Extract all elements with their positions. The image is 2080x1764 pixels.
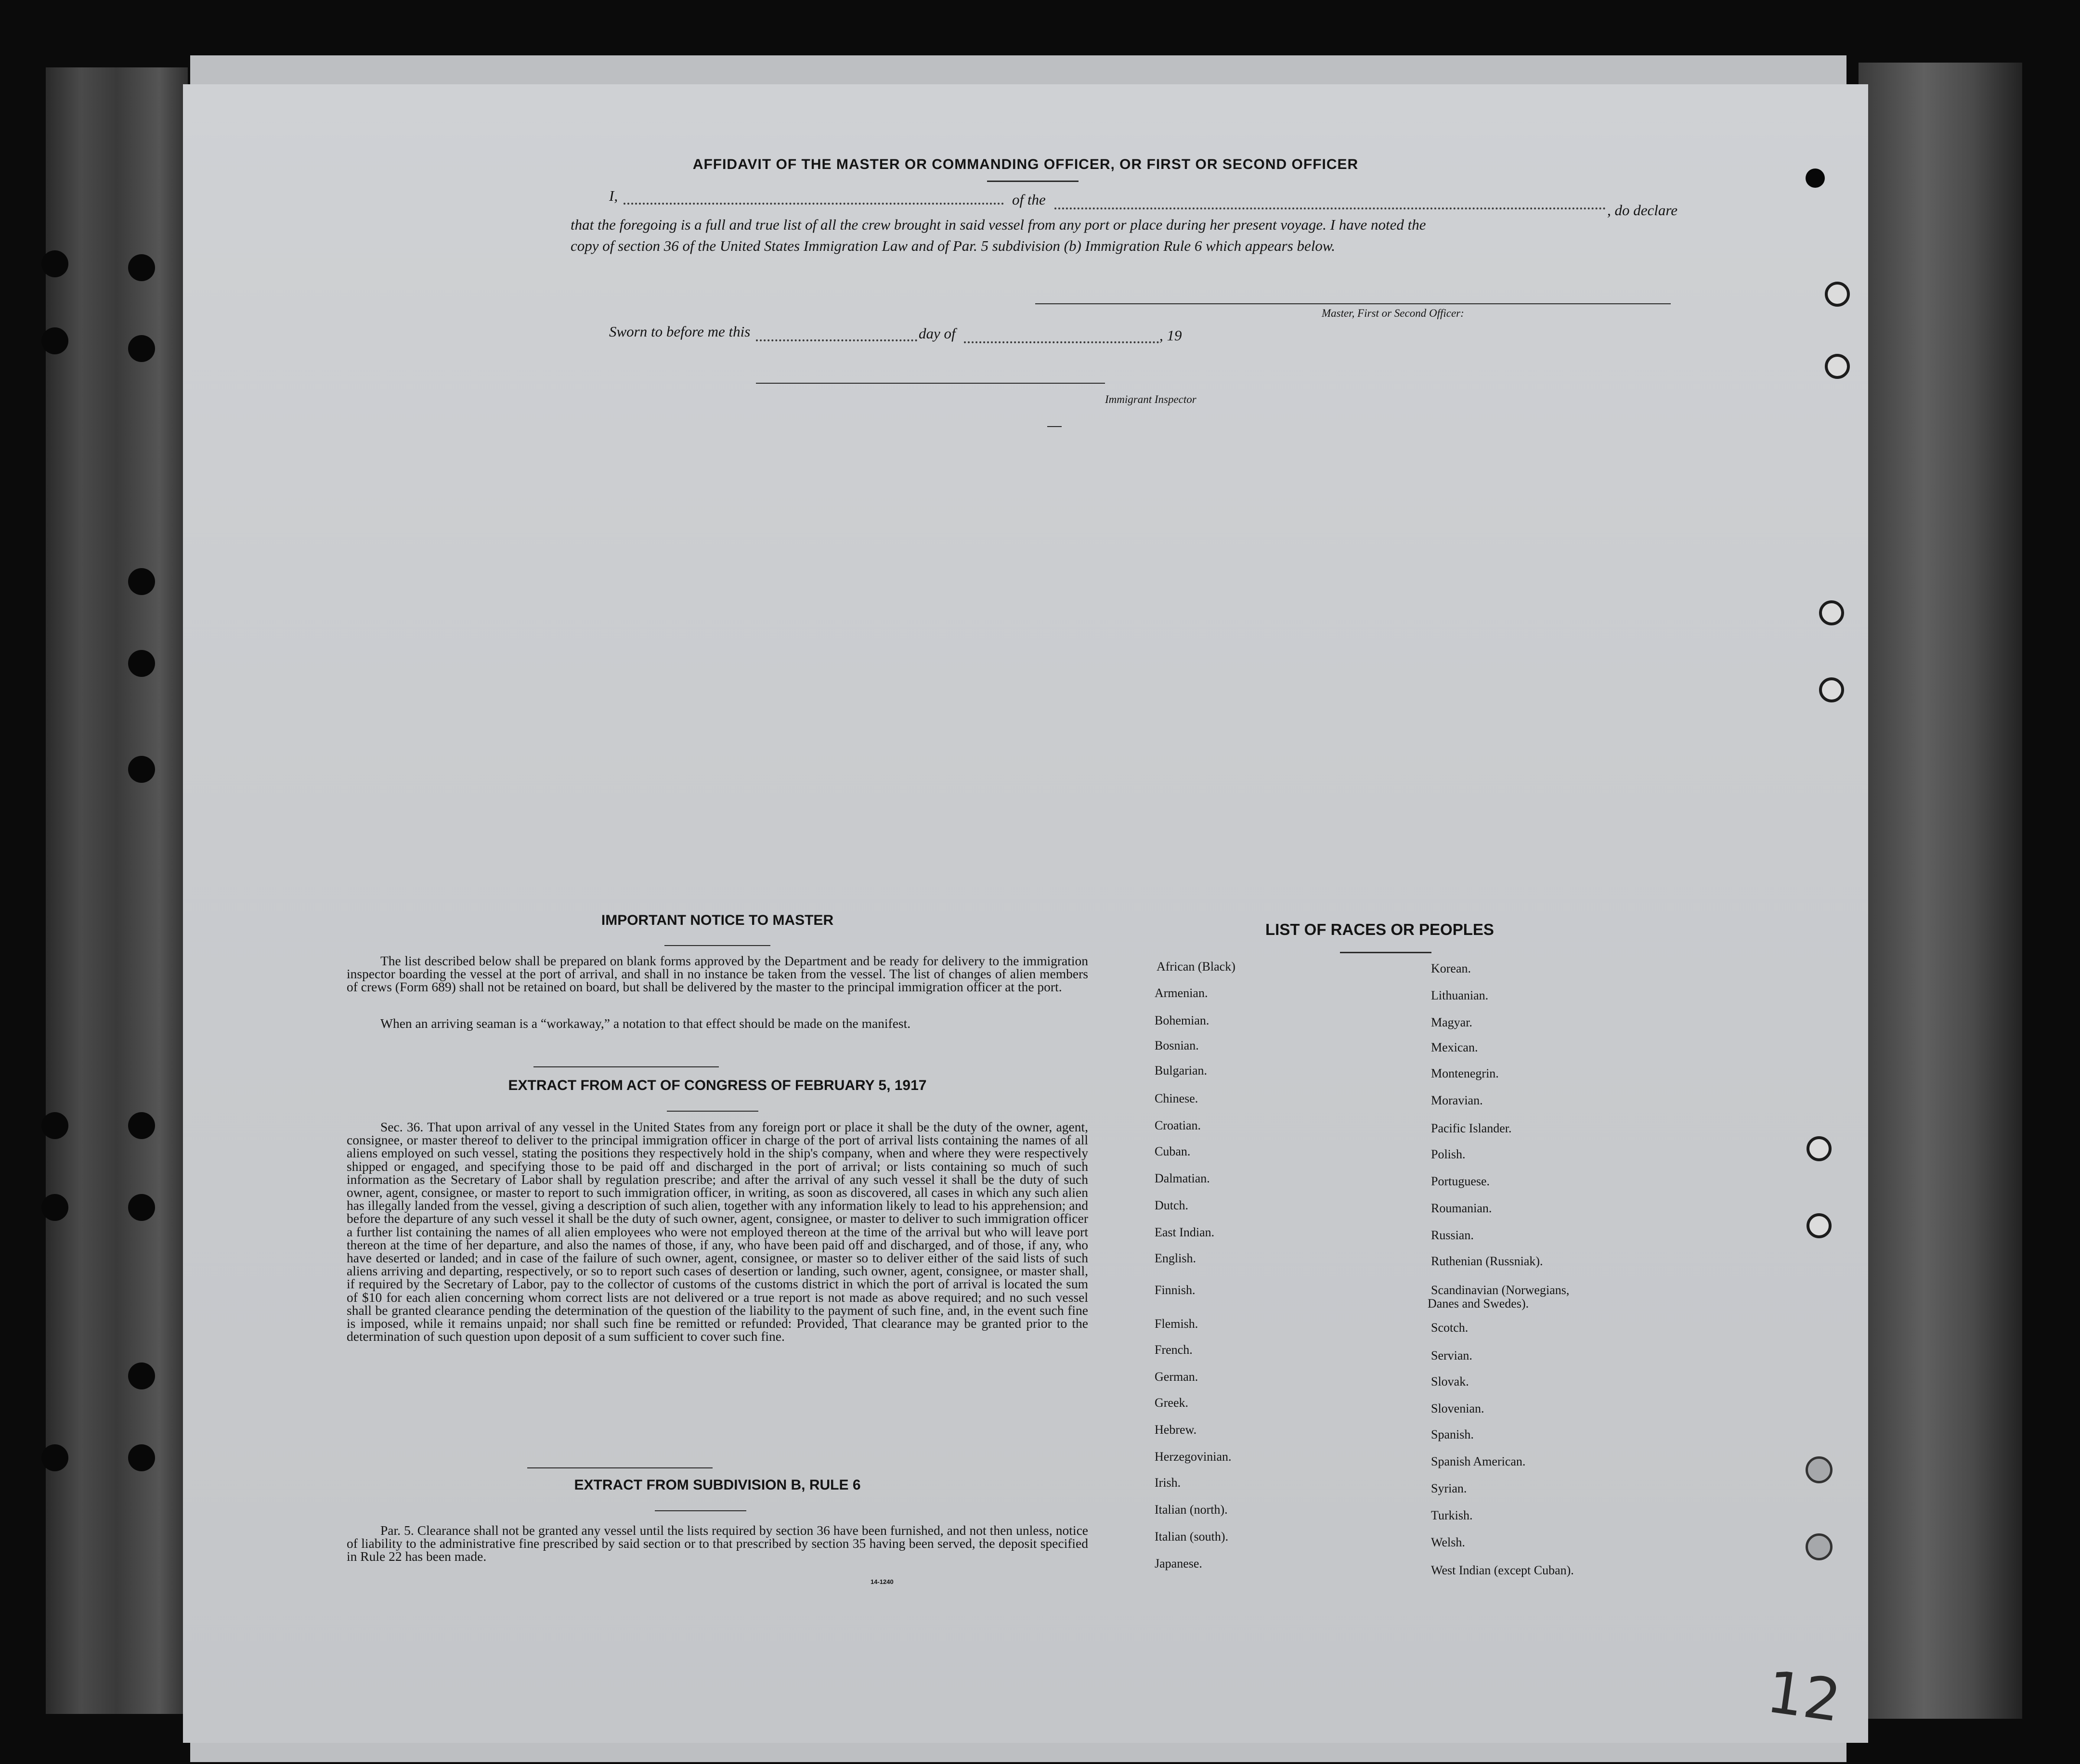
title-underline [987, 181, 1079, 182]
vessel-name-field[interactable] [1054, 208, 1606, 209]
punch-hole [1806, 1456, 1833, 1483]
race-item: Greek. [1155, 1396, 1189, 1410]
race-item: Roumanian. [1431, 1201, 1492, 1215]
race-item: Russian. [1431, 1228, 1474, 1242]
binder-hole [128, 1362, 155, 1389]
binder-hole [41, 327, 68, 354]
binder-hole [128, 1444, 155, 1471]
race-item: Slovenian. [1431, 1401, 1484, 1415]
race-item: Cuban. [1155, 1144, 1191, 1158]
race-item: Bosnian. [1155, 1038, 1199, 1052]
year-label: , 19 [1159, 327, 1182, 344]
sworn-label: Sworn to before me this [609, 323, 751, 340]
race-item: Lithuanian. [1431, 988, 1489, 1002]
race-item: Turkish. [1431, 1508, 1473, 1522]
race-item: Armenian. [1155, 986, 1208, 1000]
race-item: Welsh. [1431, 1535, 1465, 1549]
vessel-of-label: of the [1012, 191, 1046, 208]
punch-hole [1807, 1136, 1832, 1161]
race-item: Korean. [1431, 961, 1471, 975]
race-item: Polish. [1431, 1147, 1466, 1161]
binder-hole [128, 254, 155, 281]
binder-hole [41, 1112, 68, 1139]
race-item: Italian (south). [1155, 1530, 1229, 1544]
race-item: West Indian (except Cuban). [1431, 1563, 1574, 1577]
affidavit-title: AFFIDAVIT OF THE MASTER OR COMMANDING OFFICER, OR FIRST OR SECOND OFFICER [692, 156, 1359, 172]
punch-hole [1806, 1533, 1833, 1560]
affidavit-text-line3: copy of section 36 of the United States Immigration Law and of Par. 5 subdivision (b) Immigration Rule 6 which appears below. [571, 237, 1336, 254]
race-item: Croatian. [1155, 1118, 1201, 1132]
form-number: 14-1240 [871, 1578, 894, 1585]
punch-hole [1819, 600, 1844, 625]
race-item: Herzegovinian. [1155, 1450, 1232, 1464]
race-item: Moravian. [1431, 1093, 1483, 1107]
stray-mark [1047, 426, 1062, 427]
extract-rule-underline [655, 1510, 746, 1511]
affiant-name-field[interactable] [624, 203, 1004, 205]
binder-hole [128, 335, 155, 362]
binder-hole [128, 1112, 155, 1139]
race-item: French. [1155, 1343, 1193, 1357]
punch-hole [1825, 282, 1850, 307]
binder-edge-right [1859, 63, 2022, 1719]
affidavit-text-line2: that the foregoing is a full and true list of all the crew brought in said vessel from any port or place during her present voyage. I have noted the [571, 216, 1426, 233]
race-item: Finnish. [1155, 1283, 1196, 1297]
section-divider [533, 1066, 719, 1067]
race-item: Pacific Islander. [1431, 1121, 1512, 1135]
race-item: Spanish American. [1431, 1454, 1526, 1468]
punch-hole [1825, 354, 1850, 379]
race-item: Portuguese. [1431, 1174, 1490, 1188]
race-item: Chinese. [1155, 1091, 1198, 1105]
master-signature-line[interactable] [1035, 303, 1671, 304]
race-item: Dutch. [1155, 1198, 1189, 1212]
races-underline [1340, 952, 1431, 953]
notice-paragraph-2: When an arriving seaman is a “workaway,” a notation to that effect should be made on the manifest. [380, 1016, 911, 1031]
section-divider [527, 1467, 713, 1468]
race-item: Magyar. [1431, 1015, 1472, 1029]
race-item: Dalmatian. [1155, 1171, 1210, 1185]
extract-act-underline [667, 1111, 758, 1112]
extract-act-title: EXTRACT FROM ACT OF CONGRESS OF FEBRUARY 5, 1917 [508, 1077, 927, 1093]
page-number-handwritten: 12 [1763, 1659, 1845, 1735]
race-item: Servian. [1431, 1349, 1472, 1362]
extract-act-text: Sec. 36. That upon arrival of any vessel in the United States from any foreign port or place it shall be the duty of the owner, agent, consignee, or master thereof to deliver to the principal immigration officer in charge of the port of arrival lists containing the names of all aliens employed on such vessel, stating the positions they respectively hold in the ship's company, when and where they were respectively shipped or engaged, and specifying those to be paid off and discharged in the port of arrival; or lists containing so much of such information as the Secretary of Labor shall by regulation prescribe; and after the arrival of any such vessel it shall be the duty of such owner, agent, consignee, or master to report to such immigration officer, in writing, as soon as discovered, all cases in which any such alien has illegally landed from the vessel, giving a description of such alien, together with any information likely to lead to his apprehension; and before the departure of any such vessel it shall be the duty of such owner, agent, consignee, or master to deliver to such immigration officer a further list containing the names of all alien employees who were not employed thereon at the time of the arrival but who will leave port thereon at the time of her departure, and also the names of those, if any, who have been paid off and discharged, and of those, if any, who have deserted or landed; and in case of the failure of such owner, agent, consignee, or master so to deliver either of the said lists of such aliens arriving and departing, respectively, or so to report such cases of desertion or landing, such owner, agent, consignee, or master shall, if required by the Secretary of Labor, pay to the collector of customs of the customs district in which the port of arrival is located the sum of $10 for each alien concerning whom correct lists are not delivered or a true report is not made as above required; and no such vessel shall be granted clearance pending the determination of the question of the liability to the payment of such fine, and, in the event such fine is imposed, while it remains unpaid; nor shall such fine be remitted or refunded: Provided, That clearance may be granted prior to the determination of such question upon deposit of a sum sufficient to cover such fine. [347, 1119, 1088, 1344]
race-item: Spanish. [1431, 1427, 1474, 1441]
declare-text: , do declare [1607, 202, 1678, 219]
day-of-label: day of [919, 325, 956, 342]
race-item: Japanese. [1155, 1556, 1202, 1570]
binder-hole [41, 1194, 68, 1221]
sworn-day-field[interactable] [756, 339, 917, 341]
race-item: Montenegrin. [1431, 1066, 1499, 1080]
race-item: Ruthenian (Russniak). [1431, 1254, 1543, 1268]
race-item: German. [1155, 1370, 1198, 1384]
extract-rule-text: Par. 5. Clearance shall not be granted any vessel until the lists required by section 36 have been furnished, and not then unless, notice of liability to the administrative fine prescribed by said section or to that prescribed by section 35 having been served, the deposit specified in Rule 22 has been made. [347, 1523, 1088, 1564]
binder-hole [128, 568, 155, 595]
punch-hole [1819, 677, 1844, 702]
binder-hole [128, 1194, 155, 1221]
notice-underline [664, 945, 770, 946]
race-item: Danes and Swedes). [1428, 1297, 1529, 1310]
binder-hole [41, 250, 68, 277]
race-item: Bohemian. [1155, 1013, 1209, 1027]
race-item: Flemish. [1155, 1317, 1198, 1331]
race-item: Scandinavian (Norwegians, [1431, 1283, 1570, 1297]
binder-edge-left [46, 67, 188, 1714]
race-item: Bulgarian. [1155, 1064, 1208, 1077]
punch-hole [1807, 1213, 1832, 1238]
race-item: Syrian. [1431, 1481, 1467, 1495]
notice-title: IMPORTANT NOTICE TO MASTER [601, 912, 834, 928]
master-signature-caption: Master, First or Second Officer: [1322, 307, 1464, 319]
race-item: Mexican. [1431, 1040, 1478, 1054]
inspector-signature-line[interactable] [756, 383, 1105, 384]
binder-hole [41, 1444, 68, 1471]
race-item: Irish. [1155, 1476, 1181, 1490]
race-item: Italian (north). [1155, 1503, 1228, 1517]
race-item: English. [1155, 1251, 1196, 1265]
race-item: Scotch. [1431, 1321, 1469, 1335]
affiant-name-label: I, [609, 187, 618, 204]
sworn-month-field[interactable] [964, 341, 1159, 343]
manifest-page [183, 84, 1868, 1743]
extract-rule-title: EXTRACT FROM SUBDIVISION B, RULE 6 [574, 1477, 861, 1493]
binder-hole [128, 650, 155, 677]
race-item: Slovak. [1431, 1375, 1469, 1388]
notice-paragraph-1: The list described below shall be prepared on blank forms approved by the Department and be ready for delivery to the immigration inspector boarding the vessel at the port of arrival, and shall in no instance be taken from the vessel. The list of changes of alien members of crews (Form 689) shall not be retained on board, but shall be delivered by the master to the principal immigration officer at the port. [347, 953, 1088, 995]
binder-hole [128, 756, 155, 783]
race-item: African (Black) [1157, 960, 1235, 973]
race-item: East Indian. [1155, 1225, 1215, 1239]
races-title: LIST OF RACES OR PEOPLES [1265, 921, 1494, 938]
race-item: Hebrew. [1155, 1423, 1197, 1437]
inspector-caption: Immigrant Inspector [1105, 393, 1196, 405]
